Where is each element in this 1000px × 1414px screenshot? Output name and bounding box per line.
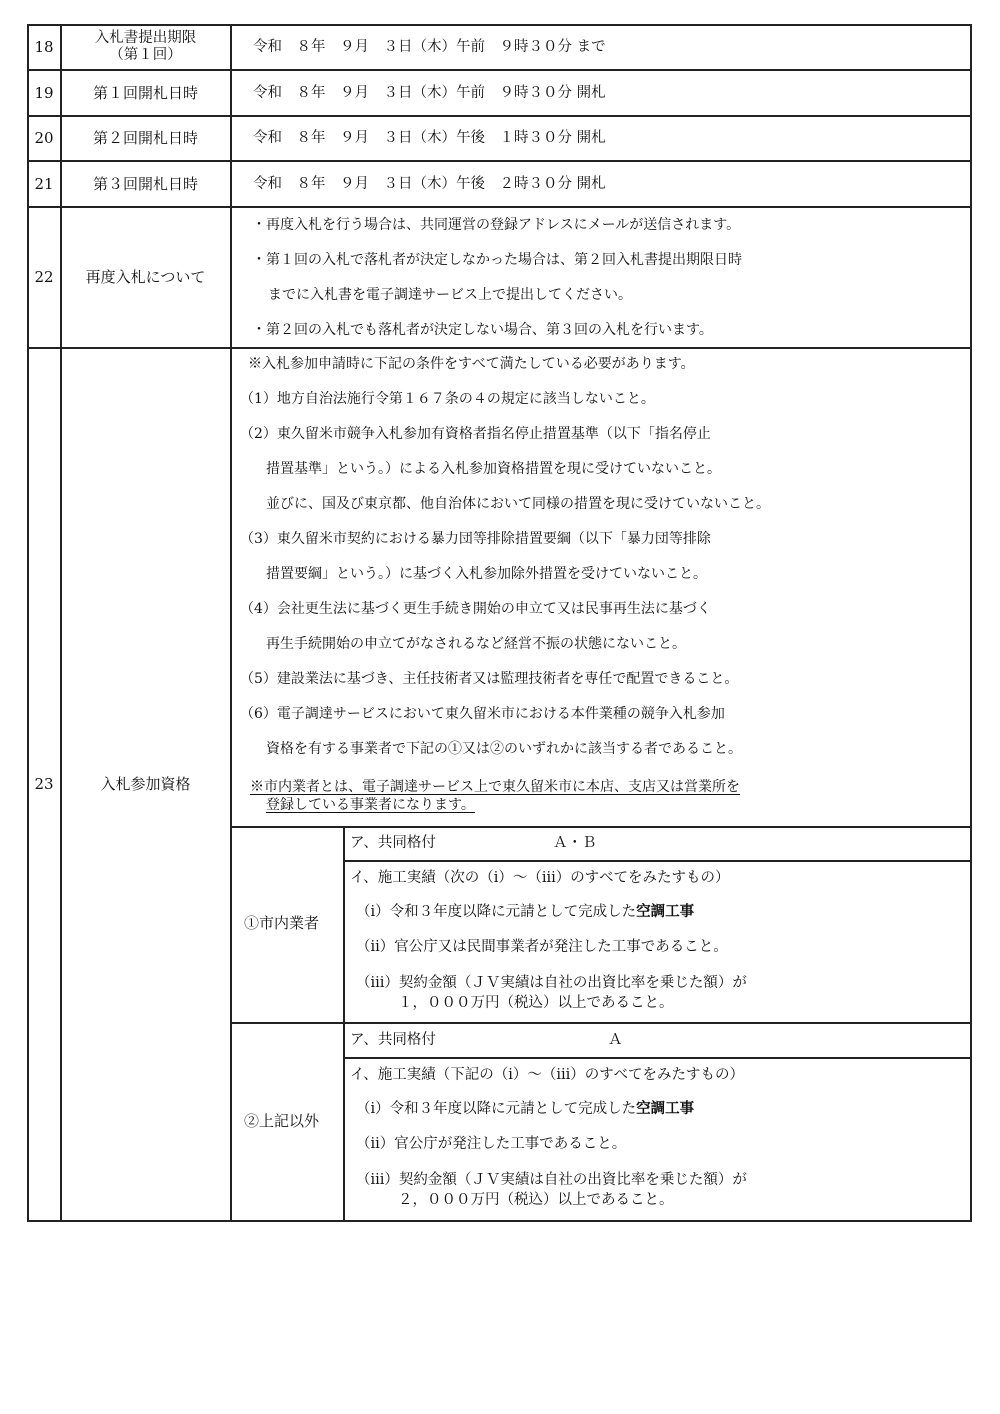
opening-date-value: 令和 ８年 ９月 ３日（木）午前 ９時３０分 開札 xyxy=(253,85,606,101)
column-divider xyxy=(60,24,62,1221)
rebid-line: ・再度入札を行う場合は、共同運営の登録アドレスにメールが送信されます。 xyxy=(252,217,741,233)
row-number: 19 xyxy=(34,84,54,102)
subtable-column-divider xyxy=(343,826,345,1221)
qualification-line: （4）会社更生法に基づく更生手続き開始の申立て又は民事再生法に基づく xyxy=(240,601,711,617)
group1-rating-value: Ａ・Ｂ xyxy=(553,835,597,851)
group2-rating-label: ア、共同格付 xyxy=(350,1032,436,1048)
group1-condition-iii-amount: １，０００万円（税込）以上であること。 xyxy=(398,995,674,1011)
row-label: 第２回開札日時 xyxy=(92,129,198,147)
group2-condition-i xyxy=(356,1100,694,1118)
condition-bold-text: 空調工事 xyxy=(636,903,695,920)
qualification-line: （3）東久留米市契約における暴力団等排除措置要綱（以下「暴力団等排除 xyxy=(240,531,711,547)
group-label-local: ①市内業者 xyxy=(244,914,320,932)
qualification-line: 措置要綱」という。）に基づく入札参加除外措置を受けていないこと。 xyxy=(266,566,707,582)
qualification-line: 再生手続開始の申立てがなされるなど経営不振の状態にないこと。 xyxy=(266,636,686,652)
row-number: 21 xyxy=(34,175,54,193)
table-border-top xyxy=(27,24,972,26)
qualification-line: 措置基準」という。）による入札参加資格措置を現に受けていないこと。 xyxy=(266,461,721,477)
group2-rating-value: Ａ xyxy=(608,1032,623,1048)
table-border-bottom xyxy=(27,1220,972,1222)
qualification-line: （1）地方自治法施行令第１６７条の４の規定に該当しないこと。 xyxy=(240,391,655,407)
row-divider xyxy=(27,69,972,71)
opening-date-value: 令和 ８年 ９月 ３日（木）午後 １時３０分 開札 xyxy=(253,130,606,146)
group-label-other: ②上記以外 xyxy=(244,1112,320,1130)
deadline-value: 令和 ８年 ９月 ３日（木）午前 ９時３０分 まで xyxy=(253,39,606,55)
row-divider xyxy=(27,206,972,208)
condition-text: （ⅰ）令和３年度以降に元請として完成した xyxy=(356,904,637,920)
table-border-right xyxy=(970,24,972,1221)
row-number: 23 xyxy=(34,775,54,793)
row-number: 22 xyxy=(34,268,54,286)
condition-bold-text: 空調工事 xyxy=(636,1100,695,1117)
qualification-line: 並びに、国及び東京都、他自治体において同様の措置を現に受けていないこと。 xyxy=(266,496,770,512)
row-number: 20 xyxy=(34,129,54,147)
row-label: 第１回開札日時 xyxy=(92,84,198,102)
row-divider xyxy=(27,160,972,162)
rebid-line: ・第２回の入札でも落札者が決定しない場合、第３回の入札を行います。 xyxy=(252,322,713,338)
qualification-line: （5）建設業法に基づき、主任技術者又は監理技術者を専任で配置できること。 xyxy=(240,671,739,687)
group1-condition-i xyxy=(356,903,694,921)
group2-condition-iii-amount: ２，０００万円（税込）以上であること。 xyxy=(398,1192,674,1208)
qualification-line: ※入札参加申請時に下記の条件をすべて満たしている必要があります。 xyxy=(248,356,695,372)
group1-rating-label: ア、共同格付 xyxy=(350,835,436,851)
row-label: 再度入札について xyxy=(85,268,206,286)
row-divider xyxy=(27,115,972,117)
qualification-line: 資格を有する事業者で下記の①又は②のいずれかに該当する者であること。 xyxy=(266,741,742,757)
row-label xyxy=(61,30,230,64)
row-label-line: 入札書提出期限 xyxy=(94,30,197,46)
qualification-line: （2）東久留米市競争入札参加有資格者指名停止措置基準（以下「指名停止 xyxy=(240,426,711,442)
table-border-left xyxy=(27,24,29,1221)
group1-performance-title: イ、施工実績（次の（ⅰ）～（ⅲ）のすべてをみたすもの） xyxy=(350,870,730,886)
column-divider xyxy=(230,24,232,1221)
row-label: 入札参加資格 xyxy=(100,775,191,793)
local-business-note: 登録している事業者になります。 xyxy=(266,797,475,813)
rebid-line: ・第１回の入札で落札者が決定しなかった場合は、第２回入札書提出期限日時 xyxy=(252,252,742,268)
opening-date-value: 令和 ８年 ９月 ３日（木）午後 ２時３０分 開札 xyxy=(253,176,606,192)
rebid-line: までに入札書を電子調達サービス上で提出してください。 xyxy=(268,287,632,303)
group2-condition-iii: （ⅲ）契約金額（ＪＶ実績は自社の出資比率を乗じた額）が xyxy=(356,1172,747,1188)
subtable-divider xyxy=(344,860,972,862)
group2-performance-title: イ、施工実績（下記の（ⅰ）～（ⅲ）のすべてをみたすもの） xyxy=(350,1067,744,1083)
row-number: 18 xyxy=(34,38,54,56)
qualification-line: （6）電子調達サービスにおいて東久留米市における本件業種の競争入札参加 xyxy=(240,706,725,722)
condition-text: （ⅰ）令和３年度以降に元請として完成した xyxy=(356,1101,637,1117)
row-divider xyxy=(27,347,972,349)
group1-condition-iii: （ⅲ）契約金額（ＪＶ実績は自社の出資比率を乗じた額）が xyxy=(356,975,747,991)
row-label: 第３回開札日時 xyxy=(92,175,198,193)
group2-condition-ii: （ⅱ）官公庁が発注した工事であること。 xyxy=(356,1136,627,1152)
subtable-divider xyxy=(344,1057,972,1059)
local-business-note: ※市内業者とは、電子調達サービス上で東久留米市に本店、支店又は営業所を xyxy=(250,779,740,795)
row-label-line: （第１回） xyxy=(109,47,182,63)
group1-condition-ii: （ⅱ）官公庁又は民間事業者が発注した工事であること。 xyxy=(356,939,728,955)
